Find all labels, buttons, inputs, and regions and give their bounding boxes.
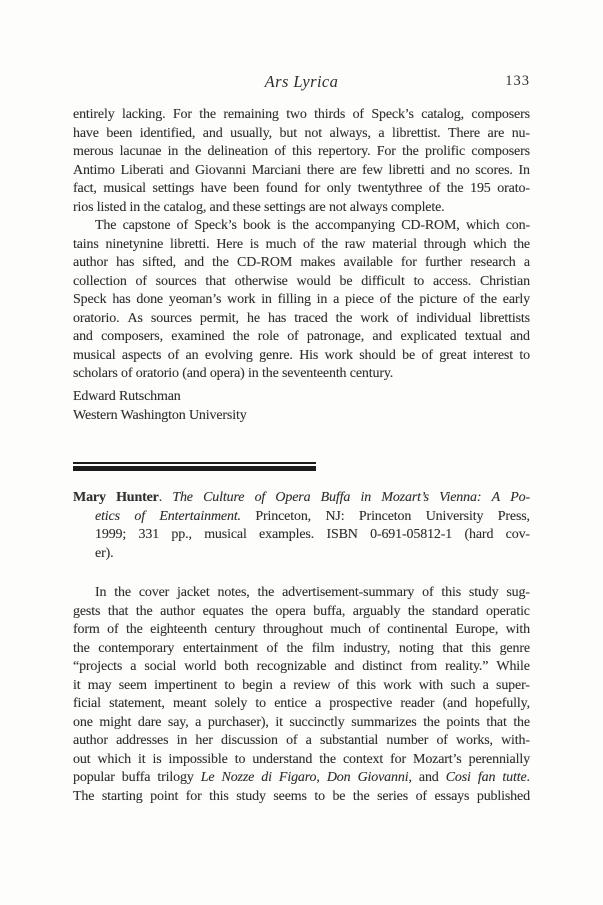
text-line: tains ninetynine libretti. Here is much of the raw material through which the bbox=[73, 236, 530, 252]
text-line: er). bbox=[95, 545, 114, 561]
section-divider-rule bbox=[73, 462, 316, 471]
text-line: out which it is impossible to understand the context for Mozart’s perennially bbox=[73, 751, 530, 767]
text-line: rios listed in the catalog, and these settings are not always complete. bbox=[73, 199, 445, 215]
text-line: Mary Hunter. The Culture of Opera Buffa in Mozart’s Vienna: A Po- bbox=[73, 490, 530, 505]
text-line: the contemporary entertainment of the film industry, noting that this genre bbox=[73, 640, 530, 656]
text-line: collection of sources that otherwise would be difficult to access. Christian bbox=[73, 273, 530, 289]
text-line: scholars of oratorio (and opera) in the seventeenth century. bbox=[73, 366, 394, 381]
text-line: author addresses in her discussion of a substantial number of works, with- bbox=[73, 733, 530, 748]
text-line: fact, musical settings have been found for only twentythree of the 195 orato- bbox=[73, 181, 530, 196]
text-line: Antimo Liberati and Giovanni Marciani there are few libretti and no scores. In bbox=[73, 162, 530, 178]
text-line: musical aspects of an evolving genre. His work should be of great interest to bbox=[73, 347, 530, 363]
text-line: The starting point for this study seems to be the series of essays published bbox=[73, 788, 530, 804]
text-line: have been identified, and usually, but not always, a librettist. There are nu- bbox=[73, 125, 530, 141]
text-line: it may seem impertinent to begin a review of this work with such a super- bbox=[73, 677, 530, 693]
text-line: one might dare say, a purchaser), it succinctly summarizes the points that the bbox=[73, 714, 530, 730]
text-line: and composers, examined the role of patronage, and explicated textual and bbox=[73, 329, 530, 344]
text-line: etics of Entertainment. Princeton, NJ: Princeton University Press, bbox=[95, 508, 530, 524]
text-line: gests that the author equates the opera buffa, arguably the standard operatic bbox=[73, 603, 530, 619]
text-line: author has sifted, and the CD-ROM makes available for further research a bbox=[73, 255, 530, 270]
page-number: 133 bbox=[505, 73, 530, 89]
book-citation bbox=[73, 489, 530, 563]
text-line: Edward Rutschman bbox=[73, 389, 181, 404]
text-line: entirely lacking. For the remaining two thirds of Speck’s catalog, composers bbox=[73, 107, 530, 122]
review1-text bbox=[73, 106, 530, 384]
review2-text bbox=[73, 584, 530, 806]
text-line: popular buffa trilogy Le Nozze di Figaro, Don Giovanni, and Cosi fan tutte. bbox=[73, 770, 530, 785]
text-line: oratorio. As sources permit, he has traced the work of individual librettists bbox=[73, 310, 530, 326]
text-line: merous lacunae in the delineation of this repertory. For the prolific composers bbox=[73, 144, 530, 159]
text-line: ficial statement, meant solely to entice a prospective reader (and hopefully, bbox=[73, 696, 530, 711]
text-line: Speck has done yeoman’s work in filling in a piece of the picture of the early bbox=[73, 292, 530, 307]
page-header bbox=[73, 72, 530, 94]
text-line: Western Washington University bbox=[73, 407, 247, 423]
text-line: “projects a social world both recognizable and distinct from reality.” While bbox=[73, 659, 530, 674]
text-line: The capstone of Speck’s book is the accompanying CD-ROM, which con- bbox=[95, 218, 530, 233]
text-line: 1999; 331 pp., musical examples. ISBN 0-691-05812-1 (hard cov- bbox=[95, 527, 530, 542]
reviewer-signature bbox=[73, 388, 530, 425]
text-line: form of the eighteenth century throughout much of continental Europe, with bbox=[73, 622, 530, 637]
text-line: In the cover jacket notes, the advertisement-summary of this study sug- bbox=[95, 585, 530, 600]
running-title: Ars Lyrica bbox=[264, 72, 339, 91]
